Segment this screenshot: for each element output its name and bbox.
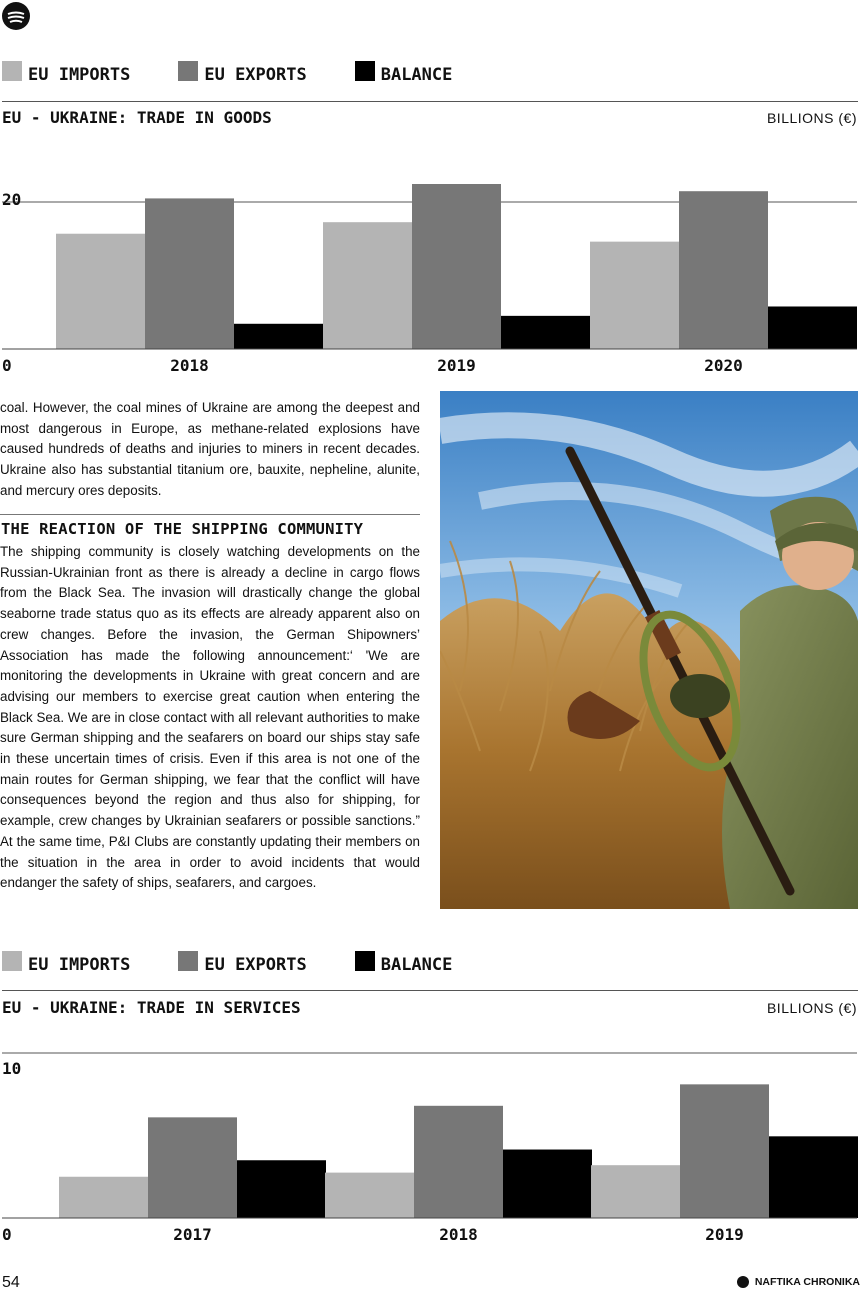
category-label-2019: 2019 bbox=[437, 356, 476, 375]
bar-eu-exports-2019 bbox=[412, 184, 501, 349]
category-label-2017: 2017 bbox=[173, 1225, 212, 1244]
services-bar-chart bbox=[0, 1040, 862, 1255]
footer-brand bbox=[737, 1276, 860, 1288]
bar-balance-2019 bbox=[501, 316, 590, 349]
services-chart-legend bbox=[2, 953, 500, 977]
category-label-2018: 2018 bbox=[170, 356, 209, 375]
article-intro-paragraph: coal. However, the coal mines of Ukraine are among the deepest and most dangerous in Europe, as methane-related explosions have caused hundreds of deaths and injuries to miners in recent decades. Ukraine also has substantial titanium ore, bauxite, nepheline, alunite, and mercury ores deposits. bbox=[0, 400, 420, 498]
services-chart-top-rule bbox=[2, 990, 858, 991]
legend-exports-label-2: EU EXPORTS bbox=[204, 955, 307, 975]
bar-eu-imports-2018 bbox=[56, 234, 145, 349]
bar-eu-imports-2020 bbox=[590, 242, 679, 349]
balance-swatch bbox=[355, 61, 375, 81]
goods-chart-units: BILLIONS (€) bbox=[766, 110, 857, 126]
category-label-2018: 2018 bbox=[439, 1225, 478, 1244]
bar-eu-exports-2020 bbox=[679, 191, 768, 349]
bar-balance-2017 bbox=[237, 1160, 326, 1218]
y-tick-label-top: 10 bbox=[2, 1059, 22, 1078]
balance-swatch-2 bbox=[355, 951, 375, 971]
goods-chart-top-rule bbox=[2, 101, 858, 102]
bar-balance-2020 bbox=[768, 306, 857, 349]
bar-eu-imports-2019 bbox=[591, 1165, 680, 1218]
imports-swatch bbox=[2, 61, 22, 81]
soldier-with-rifle-photo bbox=[440, 391, 858, 909]
article-body-paragraph: The shipping community is closely watching developments on the Russian-Ukrainian front as there is already a decline in cargo flows from the Black Sea. The invasion will drastically change the global seaborne trade status quo as its effects are already apparent also on crew changes. Before the invasion, the German Shipowners’ Association has made the following announcement:‘ 'We are monitoring the developments in Ukraine with great concern and are advising our members to exercise great caution when entering the Black Sea. We are in close contact with all relevant authorities to make sure German shipping and the seafarers on board our ships stay safe in these uncertain times of crisis. Even if this area is not one of the main routes for German shipping, we fear that the conflict will have consequences beyond the region and thus also for shipping, for example, crew changes by Ukrainian seafarers or possible sanctions.” At the same time, P&I Clubs are constantly updating their members on the situation in the area in order to avoid incidents that would endanger the safety of ships, seafarers, and cargoes. bbox=[0, 544, 420, 891]
section-divider bbox=[0, 514, 420, 515]
exports-swatch bbox=[178, 61, 198, 81]
bar-eu-exports-2018 bbox=[414, 1106, 503, 1218]
bar-balance-2018 bbox=[234, 324, 323, 349]
y-tick-label-0: 0 bbox=[2, 356, 12, 375]
bar-eu-exports-2019 bbox=[680, 1084, 769, 1218]
bar-eu-imports-2017 bbox=[59, 1177, 148, 1218]
legend-balance-2 bbox=[355, 955, 453, 975]
goods-chart-title: EU - UKRAINE: TRADE IN GOODS bbox=[2, 108, 272, 127]
legend-imports-label: EU IMPORTS bbox=[28, 65, 131, 85]
legend-exports-2 bbox=[178, 955, 306, 975]
page-number: 54 bbox=[2, 1274, 20, 1291]
brand-logo-icon bbox=[2, 2, 30, 30]
footer-brand-name: NAFTIKA CHRONIKA bbox=[754, 1276, 860, 1288]
legend-imports bbox=[2, 65, 130, 85]
footer-logo-icon bbox=[737, 1276, 749, 1288]
goods-chart-legend bbox=[2, 63, 500, 87]
legend-imports-label-2: EU IMPORTS bbox=[28, 955, 131, 975]
section-title: THE REACTION OF THE SHIPPING COMMUNITY bbox=[1, 520, 364, 538]
legend-balance-label: BALANCE bbox=[380, 65, 453, 85]
bar-balance-2018 bbox=[503, 1150, 592, 1218]
services-chart-units: BILLIONS (€) bbox=[766, 1000, 857, 1016]
y-tick-label-top: 20 bbox=[2, 190, 22, 209]
bar-eu-imports-2018 bbox=[325, 1173, 414, 1218]
y-tick-label-0: 0 bbox=[2, 1225, 12, 1244]
legend-exports-label: EU EXPORTS bbox=[204, 65, 307, 85]
bar-eu-exports-2018 bbox=[145, 198, 234, 349]
bar-balance-2019 bbox=[769, 1136, 858, 1218]
legend-exports bbox=[178, 65, 306, 85]
goods-bar-chart bbox=[0, 140, 862, 385]
category-label-2020: 2020 bbox=[704, 356, 743, 375]
legend-imports-2 bbox=[2, 955, 130, 975]
legend-balance-label-2: BALANCE bbox=[380, 955, 453, 975]
exports-swatch-2 bbox=[178, 951, 198, 971]
bar-eu-exports-2017 bbox=[148, 1117, 237, 1218]
bar-eu-imports-2019 bbox=[323, 222, 412, 349]
legend-balance bbox=[355, 65, 453, 85]
services-chart-title: EU - UKRAINE: TRADE IN SERVICES bbox=[2, 998, 301, 1017]
category-label-2019: 2019 bbox=[705, 1225, 744, 1244]
imports-swatch-2 bbox=[2, 951, 22, 971]
